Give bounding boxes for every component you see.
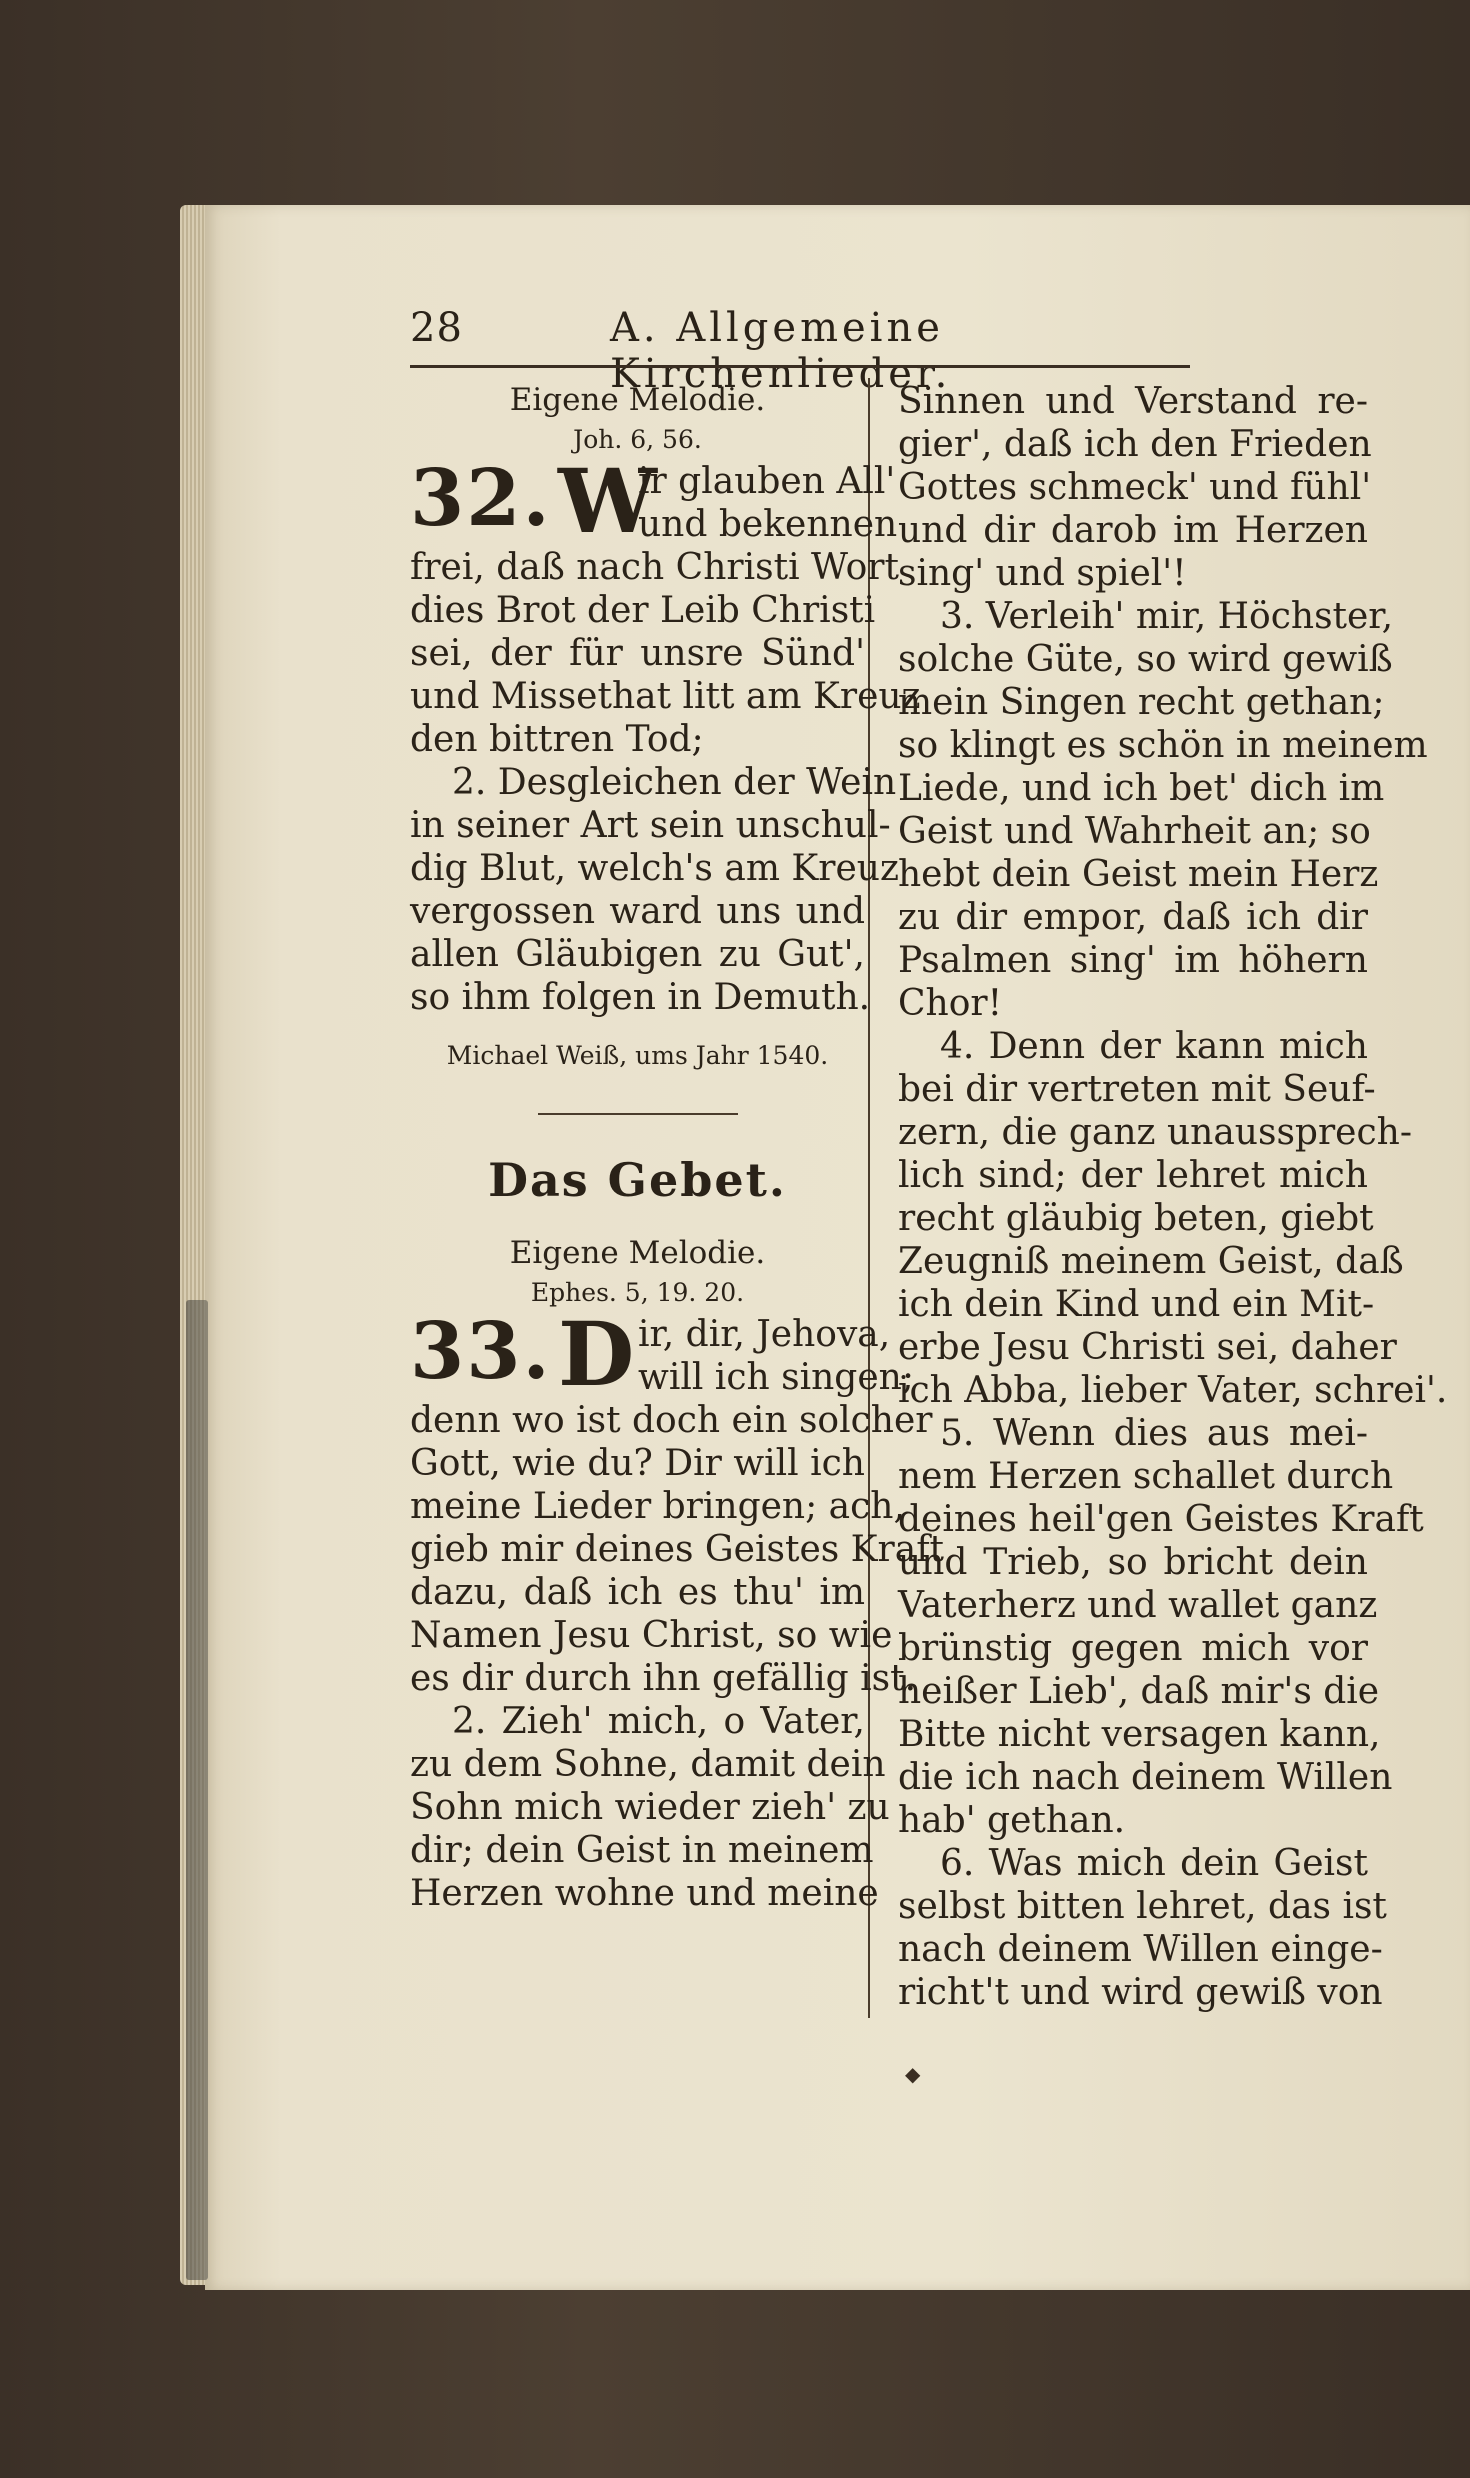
melody-note: Eigene Melodie. — [509, 1235, 766, 1271]
hymn-line: ir, dir, Jehova, — [638, 1314, 891, 1355]
hymn-line: solche Güte, so wird gewiß — [898, 639, 1393, 680]
hymn-line: heißer Lieb', daß mir's die — [898, 1671, 1380, 1712]
hymn-line: Liede, und ich bet' dich im — [898, 768, 1385, 809]
hymn-line: nem Herzen schallet durch — [898, 1456, 1394, 1497]
hymn-line: so ihm folgen in Demuth. — [410, 977, 871, 1018]
melody-note: Eigene Melodie. — [509, 382, 766, 418]
hymn-line: 5. Wenn dies aus mei- — [940, 1413, 1368, 1454]
hymn-line: Gott, wie du? Dir will ich — [410, 1443, 865, 1484]
hymn-line: es dir durch ihn gefällig ist. — [410, 1658, 917, 1699]
hymn-number: 33. — [410, 1306, 552, 1397]
hymn-line: zu dir empor, daß ich dir — [898, 897, 1368, 938]
section-separator — [538, 1113, 738, 1115]
header-rule — [410, 365, 1190, 368]
hymn-line: zu dem Sohne, damit dein — [410, 1744, 886, 1785]
hymn-line: Gottes schmeck' und fühl' — [898, 467, 1372, 508]
hymn-line: recht gläubig beten, giebt — [898, 1198, 1374, 1239]
hymn-line: Vaterherz und wallet ganz — [898, 1585, 1378, 1626]
hymn-line: brünstig gegen mich vor — [898, 1628, 1368, 1669]
hymn-line: ir glauben All' — [638, 461, 896, 502]
hymn-line: zern, die ganz unaussprech- — [898, 1112, 1413, 1153]
hymn-line: Geist und Wahrheit an; so — [898, 811, 1371, 852]
hymn-author: Michael Weiß, ums Jahr 1540. — [446, 1041, 829, 1070]
hymn-line: will ich singen; — [638, 1357, 914, 1398]
hymn-line: richt't und wird gewiß von — [898, 1972, 1383, 2013]
hymn-line: dig Blut, welch's am Kreuz — [410, 848, 899, 889]
hymn-line: und bekennen — [638, 504, 898, 545]
section-title: Das Gebet. — [488, 1153, 787, 1207]
page-number: 28 — [410, 305, 463, 351]
hymn-line: Chor! — [898, 983, 1003, 1024]
hymn-line: 6. Was mich dein Geist — [940, 1843, 1368, 1884]
hymn-line: dies Brot der Leib Christi — [410, 590, 876, 631]
hymn-line: denn wo ist doch ein solcher — [410, 1400, 933, 1441]
hymn-line: Zeugniß meinem Geist, daß — [898, 1241, 1404, 1282]
hymn-line: nach deinem Willen einge- — [898, 1929, 1383, 1970]
hymn-line: ich Abba, lieber Vater, schrei'. — [898, 1370, 1448, 1411]
hymn-line: und Trieb, so bricht dein — [898, 1542, 1368, 1583]
hymn-33-head — [410, 1302, 914, 1406]
initial-capital: D — [558, 1302, 635, 1406]
hymn-line: vergossen ward uns und — [410, 891, 865, 932]
hymn-line: den bittren Tod; — [410, 719, 704, 760]
initial-capital: W — [558, 449, 657, 553]
hymn-line: gier', daß ich den Frieden — [898, 424, 1372, 465]
scripture-reference: Ephes. 5, 19. 20. — [530, 1278, 745, 1307]
hymn-line: sing' und spiel'! — [898, 553, 1187, 594]
hymn-line: Herzen wohne und meine — [410, 1873, 879, 1914]
hymn-line: gieb mir deines Geistes Kraft — [410, 1529, 945, 1570]
hymn-line: die ich nach deinem Willen — [898, 1757, 1393, 1798]
hymn-line: 2. Zieh' mich, o Vater, — [452, 1701, 865, 1742]
hymn-line: mein Singen recht gethan; — [898, 682, 1385, 723]
hymn-number: 32. — [410, 453, 552, 544]
hymn-line: 4. Denn der kann mich — [940, 1026, 1368, 1067]
hymn-line: und dir darob im Herzen — [898, 510, 1368, 551]
scripture-reference: Joh. 6, 56. — [573, 425, 702, 454]
hymn-line: erbe Jesu Christi sei, daher — [898, 1327, 1397, 1368]
hymn-line: und Missethat litt am Kreuz — [410, 676, 921, 717]
hymn-line: selbst bitten lehret, das ist — [898, 1886, 1387, 1927]
left-column — [410, 380, 945, 1915]
running-header — [410, 305, 1192, 397]
hymn-line: frei, daß nach Christi Wort — [410, 547, 899, 588]
book-binding — [186, 1300, 208, 2280]
hymn-line: Namen Jesu Christ, so wie — [410, 1615, 893, 1656]
hymn-line: in seiner Art sein unschul- — [410, 805, 891, 846]
hymn-line: Psalmen sing' im höhern — [898, 940, 1368, 981]
hymn-line: Sohn mich wieder zieh' zu — [410, 1787, 890, 1828]
hymn-line: hebt dein Geist mein Herz — [898, 854, 1379, 895]
hymn-line: dir; dein Geist in meinem — [410, 1830, 874, 1871]
hymn-line: dazu, daß ich es thu' im — [410, 1572, 865, 1613]
hymn-line: so klingt es schön in meinem — [898, 725, 1428, 766]
printer-mark: ◆ — [905, 2062, 921, 2086]
hymn-line: meine Lieder bringen; ach, — [410, 1486, 905, 1527]
running-title: A. Allgemeine Kirchenlieder. — [610, 305, 952, 397]
hymn-line: bei dir vertreten mit Seuf- — [898, 1069, 1376, 1110]
hymn-line: allen Gläubigen zu Gut', — [410, 934, 865, 975]
hymn-line: sei, der für unsre Sünd' — [410, 633, 865, 674]
hymn-line: hab' gethan. — [898, 1800, 1126, 1841]
hymn-line: 3. Verleih' mir, Höchster, — [940, 596, 1394, 637]
hymn-line: lich sind; der lehret mich — [898, 1155, 1368, 1196]
hymn-line: Bitte nicht versagen kann, — [898, 1714, 1381, 1755]
hymn-line: ich dein Kind und ein Mit- — [898, 1284, 1375, 1325]
hymn-line: Sinnen und Verstand re- — [898, 381, 1368, 422]
hymn-line: 2. Desgleichen der Wein — [452, 762, 897, 803]
right-column — [898, 380, 1448, 2014]
hymn-32-head — [410, 449, 898, 553]
hymn-line: deines heil'gen Geistes Kraft — [898, 1499, 1424, 1540]
